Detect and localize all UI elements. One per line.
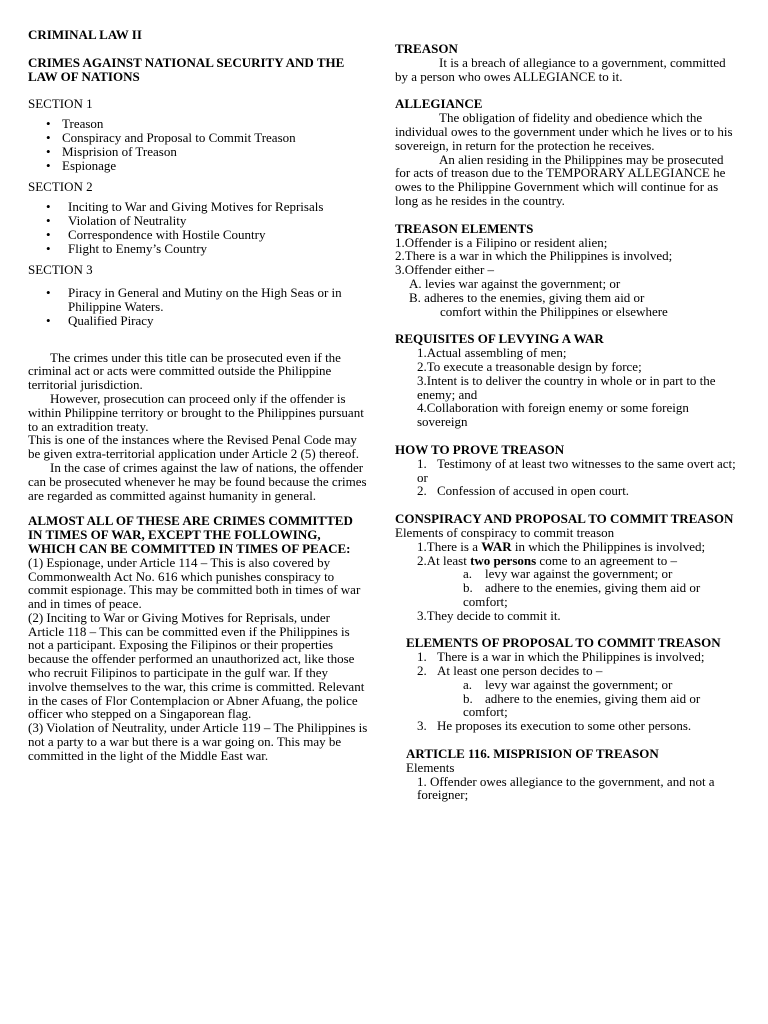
- article-116-heading: ARTICLE 116. MISPRISION OF TREASON: [406, 746, 659, 762]
- list-item: a. levy war against the government; or: [463, 566, 673, 582]
- requisites-heading: REQUISITES OF LEVYING A WAR: [395, 331, 604, 347]
- list-item: b. adhere to the enemies, giving them aid or comfort;: [463, 690, 701, 720]
- list-item: 3. He proposes its execution to some other persons.: [417, 718, 692, 734]
- list-item: • Piracy in General and Mutiny on the High Seas or in Philippine Waters.: [28, 286, 368, 314]
- paragraph-neutrality: (3) Violation of Neutrality, under Article 119 – The Philippines is not a party to a war but there is a war going on. This may be committed in the light of the Middle East war.: [28, 720, 368, 763]
- list-item: 1. There is a war in which the Philippines is involved;: [417, 649, 705, 665]
- list-item: • Correspondence with Hostile Country: [28, 228, 368, 242]
- list-item: 2. Confession of accused in open court.: [417, 483, 630, 499]
- proposal-heading: ELEMENTS OF PROPOSAL TO COMMIT TREASON: [406, 635, 721, 651]
- left-column: [28, 28, 368, 763]
- list-item: • Treason: [28, 117, 368, 131]
- paragraph-prosecution: However, prosecution can proceed only if the offender is within Philippine territory or brought to the Philippines pursuant to an extradition treaty.: [28, 390, 364, 434]
- requisites-list: [395, 346, 740, 429]
- list-item: 3.Intent is to deliver the country in whole or in part to the enemy; and: [417, 372, 716, 402]
- section-3-list: [28, 286, 368, 327]
- conspiracy-heading: CONSPIRACY AND PROPOSAL TO COMMIT TREASON: [395, 511, 734, 527]
- list-item: a. levy war against the government; or: [463, 676, 673, 692]
- paragraph-jurisdiction: The crimes under this title can be prosecuted even if the criminal act or acts were committed outside the Philippine territorial jurisdiction.: [28, 349, 341, 393]
- list-item: • Inciting to War and Giving Motives for Reprisals: [28, 200, 368, 214]
- allegiance-heading: ALLEGIANCE: [395, 96, 483, 112]
- list-item: 4.Collaboration with foreign enemy or some foreign sovereign: [417, 400, 689, 430]
- list-item: • Misprision of Treason: [28, 145, 368, 159]
- list-item: • Conspiracy and Proposal to Commit Treason: [28, 131, 368, 145]
- list-item: b. adhere to the enemies, giving them aid or comfort;: [463, 580, 701, 609]
- treason-definition: It is a breach of allegiance to a government, committed by a person who owes ALLEGIANCE to it.: [395, 54, 726, 84]
- list-item: • Qualified Piracy: [28, 314, 368, 328]
- section-3-label: SECTION 3: [28, 262, 93, 278]
- list-item: • Espionage: [28, 159, 368, 173]
- list-item: 1. Testimony of at least two witnesses to the same overt act; or: [417, 455, 736, 485]
- prove-treason-heading: HOW TO PROVE TREASON: [395, 441, 565, 457]
- list-item: 3.Offender either –: [395, 262, 495, 278]
- list-item: A. levies war against the government; or: [409, 275, 621, 291]
- list-item: 2.At least two persons come to an agreement to –: [417, 552, 677, 568]
- list-item: 2.To execute a treasonable design by force;: [417, 358, 642, 374]
- right-column: [395, 42, 740, 802]
- list-item: B. adheres to the enemies, giving them aid or: [409, 289, 645, 305]
- list-item: • Flight to Enemy’s Country: [28, 242, 368, 256]
- section-2-label: SECTION 2: [28, 179, 93, 195]
- treason-elements-heading: TREASON ELEMENTS: [395, 220, 534, 236]
- list-item: 2. At least one person decides to –: [417, 663, 603, 679]
- list-item: 2.There is a war in which the Philippines is involved;: [395, 248, 673, 264]
- list-item: 3.They decide to commit it.: [417, 607, 561, 623]
- allegiance-definition: The obligation of fidelity and obedience which the individual owes to the government under which he lives or to his sovereign, in return for the protection he receives.: [395, 110, 733, 153]
- allegiance-alien: An alien residing in the Philippines may be prosecuted for acts of treason due to the TEMPORARY ALLEGIANCE he owes to the Philippine Government which will continue for as long as he resides in the country.: [395, 151, 726, 208]
- list-item: 1.There is a WAR in which the Philippines is involved;: [417, 538, 706, 554]
- war-heading: ALMOST ALL OF THESE ARE CRIMES COMMITTED IN TIMES OF WAR, EXCEPT THE FOLLOWING, WHICH CAN BE COMMITTED IN TIMES OF PEACE:: [28, 513, 353, 556]
- list-item: 1.Actual assembling of men;: [417, 345, 567, 361]
- article-116-subheading: Elements: [406, 759, 455, 775]
- paragraph-extraterritorial: This is one of the instances where the Revised Penal Code may be given extra-territorial application under Article 2 (5) thereof.: [28, 432, 359, 462]
- paragraph-inciting: (2) Inciting to War or Giving Motives for Reprisals, under Article 118 – This can be committed even if the Philippines is not a participant. Exposing the Filipinos or their properties because the offender performed an unauthorized act, like those who recruit Filipinos to participate in the gulf war. If they involve themselves to the war, this crime is committed. Relevant in the cases of Flor Contemplacion or Abner Afuang, the police officer who stepped on a Singaporean flag.: [28, 609, 365, 722]
- list-item: comfort within the Philippines or elsewhere: [440, 303, 668, 319]
- document-title: CRIMINAL LAW II: [28, 27, 142, 42]
- conspiracy-subheading: Elements of conspiracy to commit treason: [395, 524, 615, 540]
- list-item: • Violation of Neutrality: [28, 214, 368, 228]
- list-item: 1. Offender owes allegiance to the government, and not a foreigner;: [417, 773, 715, 803]
- paragraph-espionage: (1) Espionage, under Article 114 – This is also covered by Commonwealth Act No. 616 which punishes conspiracy to commit espionage. This may be committed both in times of war and in times of peace.: [28, 554, 361, 612]
- section-1-label: SECTION 1: [28, 96, 93, 112]
- list-item: 1.Offender is a Filipino or resident alien;: [395, 234, 608, 250]
- main-heading: CRIMES AGAINST NATIONAL SECURITY AND THE LAW OF NATIONS: [28, 54, 345, 84]
- treason-heading: TREASON: [395, 41, 458, 56]
- section-2-list: [28, 200, 368, 255]
- paragraph-law-of-nations: In the case of crimes against the law of nations, the offender can be prosecuted whenever he may be found because the crimes are regarded as committed against humanity in general.: [28, 459, 367, 503]
- section-1-list: [28, 117, 368, 172]
